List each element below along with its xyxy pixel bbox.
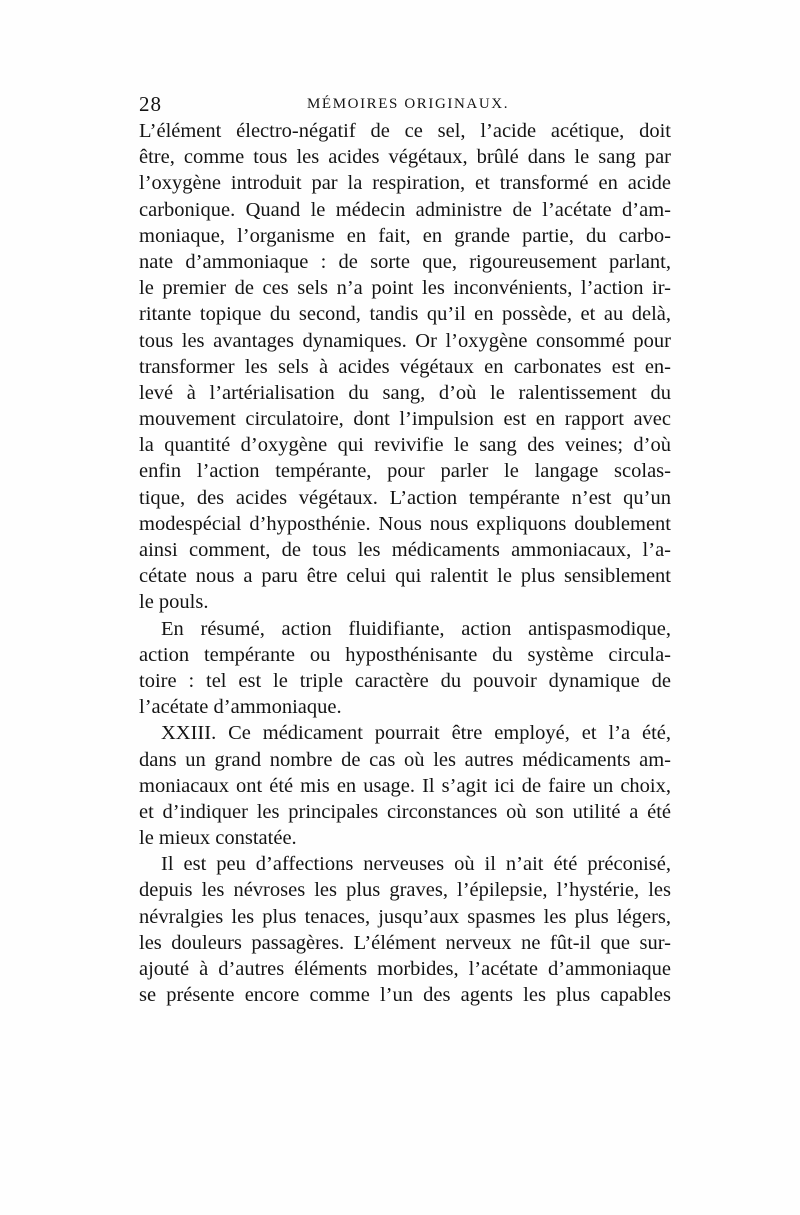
text-line: XXIII. Ce médicament pourrait être employé, et l’a été, [161,722,671,745]
text-line: et d’indiquer les principales circonstances où son utilité a été [139,800,671,823]
body-text [139,118,671,1008]
text-line: le premier de ces sels n’a point les inconvénients, l’action ir- [139,277,671,300]
text-line: l’oxygène introduit par la respiration, et transformé en acide [139,172,671,195]
running-title: MÉMOIRES ORIGINAUX. [307,96,510,112]
text-line: tique, des acides végétaux. L’action tempérante n’est qu’un [139,486,671,509]
page-header [139,92,671,118]
text-line: le pouls. [139,591,209,614]
text-line: enfin l’action tempérante, pour parler le langage scolas- [139,460,671,483]
text-line: transformer les sels à acides végétaux en carbonates est en- [139,355,671,378]
text-line: Il est peu d’affections nerveuses où il n’ait été préconisé, [161,853,671,876]
text-line: ajouté à d’autres éléments morbides, l’acétate d’ammoniaque [139,958,671,980]
text-line: la quantité d’oxygène qui revivifie le sang des veines; d’où [139,434,671,457]
text-line: ritante topique du second, tandis qu’il en possède, et au delà, [139,303,671,326]
text-line: L’élément électro-négatif de ce sel, l’acide acétique, doit [139,120,671,142]
page-number: 28 [139,92,162,116]
text-line: depuis les névroses les plus graves, l’épilepsie, l’hystérie, les [139,879,671,902]
text-line: carbonique. Quand le médecin administre de l’acétate d’am- [139,198,671,221]
text-line: mouvement circulatoire, dont l’impulsion est en rapport avec [139,408,671,431]
text-line: moniaque, l’organisme en fait, en grande partie, du carbo- [139,224,671,247]
text-line: cétate nous a paru être celui qui ralentit le plus sensiblement [139,565,671,588]
text-line: En résumé, action fluidifiante, action antispasmodique, [161,617,671,640]
text-line: moniacaux ont été mis en usage. Il s’agit ici de faire un choix, [139,774,671,797]
text-line: action tempérante ou hyposthénisante du système circula- [139,643,671,666]
text-line: l’acétate d’ammoniaque. [139,696,342,719]
text-line: nate d’ammoniaque : de sorte que, rigoureusement parlant, [139,250,671,273]
text-line: les douleurs passagères. L’élément nerveux ne fût-il que sur- [139,931,671,954]
text-line: tous les avantages dynamiques. Or l’oxygène consommé pour [139,329,671,352]
text-line: toire : tel est le triple caractère du pouvoir dynamique de [139,669,671,692]
text-line: levé à l’artérialisation du sang, d’où le ralentissement du [139,381,671,404]
text-line: le mieux constatée. [139,827,297,850]
text-line: dans un grand nombre de cas où les autres médicaments am- [139,748,671,771]
text-line: se présente encore comme l’un des agents les plus capables [139,984,671,1007]
text-line: être, comme tous les acides végétaux, brûlé dans le sang par [139,146,671,169]
text-line: modespécial d’hyposthénie. Nous nous expliquons doublement [139,512,671,535]
text-line: névralgies les plus tenaces, jusqu’aux spasmes les plus légers, [139,905,671,928]
text-line: ainsi comment, de tous les médicaments ammoniacaux, l’a- [139,539,671,561]
